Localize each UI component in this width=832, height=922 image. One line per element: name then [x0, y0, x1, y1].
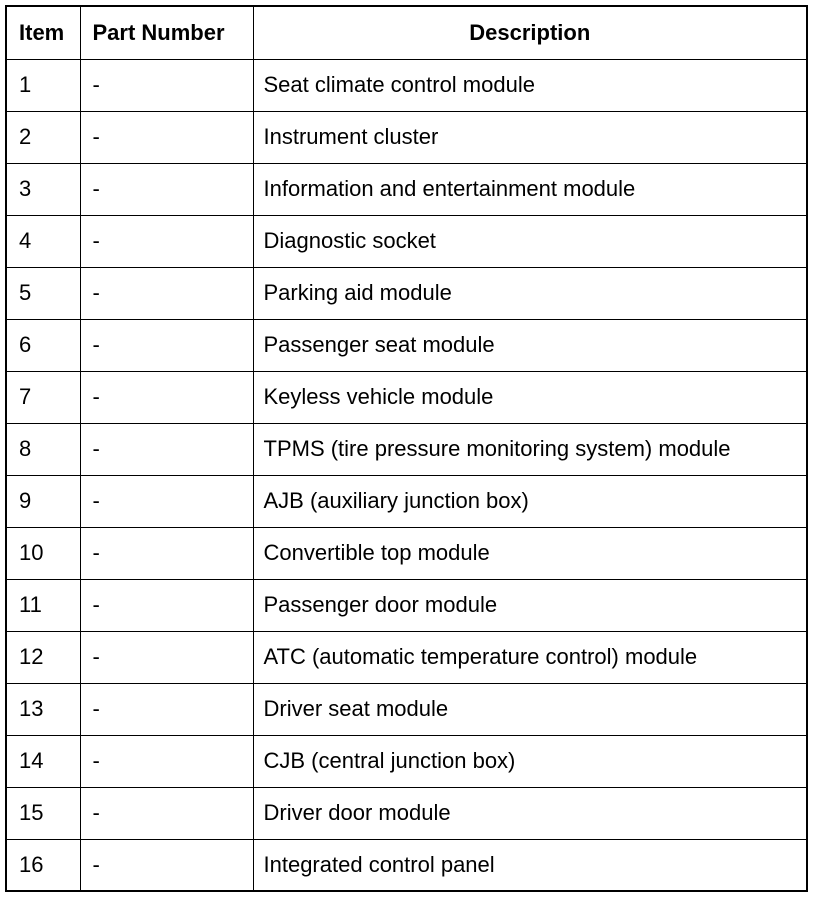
cell-description: Convertible top module — [253, 527, 807, 579]
cell-part-number: - — [80, 683, 253, 735]
cell-description: Passenger seat module — [253, 319, 807, 371]
cell-part-number: - — [80, 371, 253, 423]
table-row — [6, 423, 807, 475]
cell-item-number: 8 — [6, 423, 80, 475]
table-row — [6, 839, 807, 891]
cell-description: CJB (central junction box) — [253, 735, 807, 787]
cell-part-number: - — [80, 631, 253, 683]
cell-part-number: - — [80, 475, 253, 527]
cell-part-number: - — [80, 579, 253, 631]
cell-part-number: - — [80, 59, 253, 111]
parts-table — [5, 5, 808, 892]
cell-item-number: 15 — [6, 787, 80, 839]
cell-part-number: - — [80, 839, 253, 891]
cell-item-number: 7 — [6, 371, 80, 423]
cell-item-number: 16 — [6, 839, 80, 891]
cell-item-number: 5 — [6, 267, 80, 319]
cell-item-number: 6 — [6, 319, 80, 371]
cell-part-number: - — [80, 787, 253, 839]
table-row — [6, 527, 807, 579]
table-row — [6, 111, 807, 163]
table-row — [6, 215, 807, 267]
cell-description: ATC (automatic temperature control) module — [253, 631, 807, 683]
cell-item-number: 14 — [6, 735, 80, 787]
cell-description: Diagnostic socket — [253, 215, 807, 267]
cell-part-number: - — [80, 163, 253, 215]
parts-table-container — [5, 5, 806, 892]
header-part-number: Part Number — [80, 6, 253, 59]
table-body — [6, 59, 807, 891]
cell-item-number: 4 — [6, 215, 80, 267]
table-row — [6, 371, 807, 423]
table-row — [6, 319, 807, 371]
cell-description: Seat climate control module — [253, 59, 807, 111]
table-row — [6, 475, 807, 527]
cell-part-number: - — [80, 111, 253, 163]
cell-item-number: 9 — [6, 475, 80, 527]
cell-description: Driver door module — [253, 787, 807, 839]
table-row — [6, 735, 807, 787]
cell-description: Parking aid module — [253, 267, 807, 319]
table-row — [6, 267, 807, 319]
cell-item-number: 3 — [6, 163, 80, 215]
table-row — [6, 163, 807, 215]
cell-part-number: - — [80, 267, 253, 319]
cell-description: Driver seat module — [253, 683, 807, 735]
cell-item-number: 13 — [6, 683, 80, 735]
cell-part-number: - — [80, 319, 253, 371]
table-row — [6, 631, 807, 683]
cell-description: Instrument cluster — [253, 111, 807, 163]
cell-item-number: 11 — [6, 579, 80, 631]
cell-part-number: - — [80, 735, 253, 787]
table-row — [6, 59, 807, 111]
cell-description: AJB (auxiliary junction box) — [253, 475, 807, 527]
cell-item-number: 1 — [6, 59, 80, 111]
cell-item-number: 12 — [6, 631, 80, 683]
table-header-row — [6, 6, 807, 59]
cell-description: Passenger door module — [253, 579, 807, 631]
cell-description: Information and entertainment module — [253, 163, 807, 215]
cell-description: Integrated control panel — [253, 839, 807, 891]
header-item: Item — [6, 6, 80, 59]
cell-item-number: 2 — [6, 111, 80, 163]
cell-part-number: - — [80, 215, 253, 267]
cell-part-number: - — [80, 527, 253, 579]
table-row — [6, 787, 807, 839]
cell-description: TPMS (tire pressure monitoring system) module — [253, 423, 807, 475]
table-row — [6, 579, 807, 631]
cell-part-number: - — [80, 423, 253, 475]
cell-description: Keyless vehicle module — [253, 371, 807, 423]
header-description: Description — [253, 6, 807, 59]
cell-item-number: 10 — [6, 527, 80, 579]
table-row — [6, 683, 807, 735]
